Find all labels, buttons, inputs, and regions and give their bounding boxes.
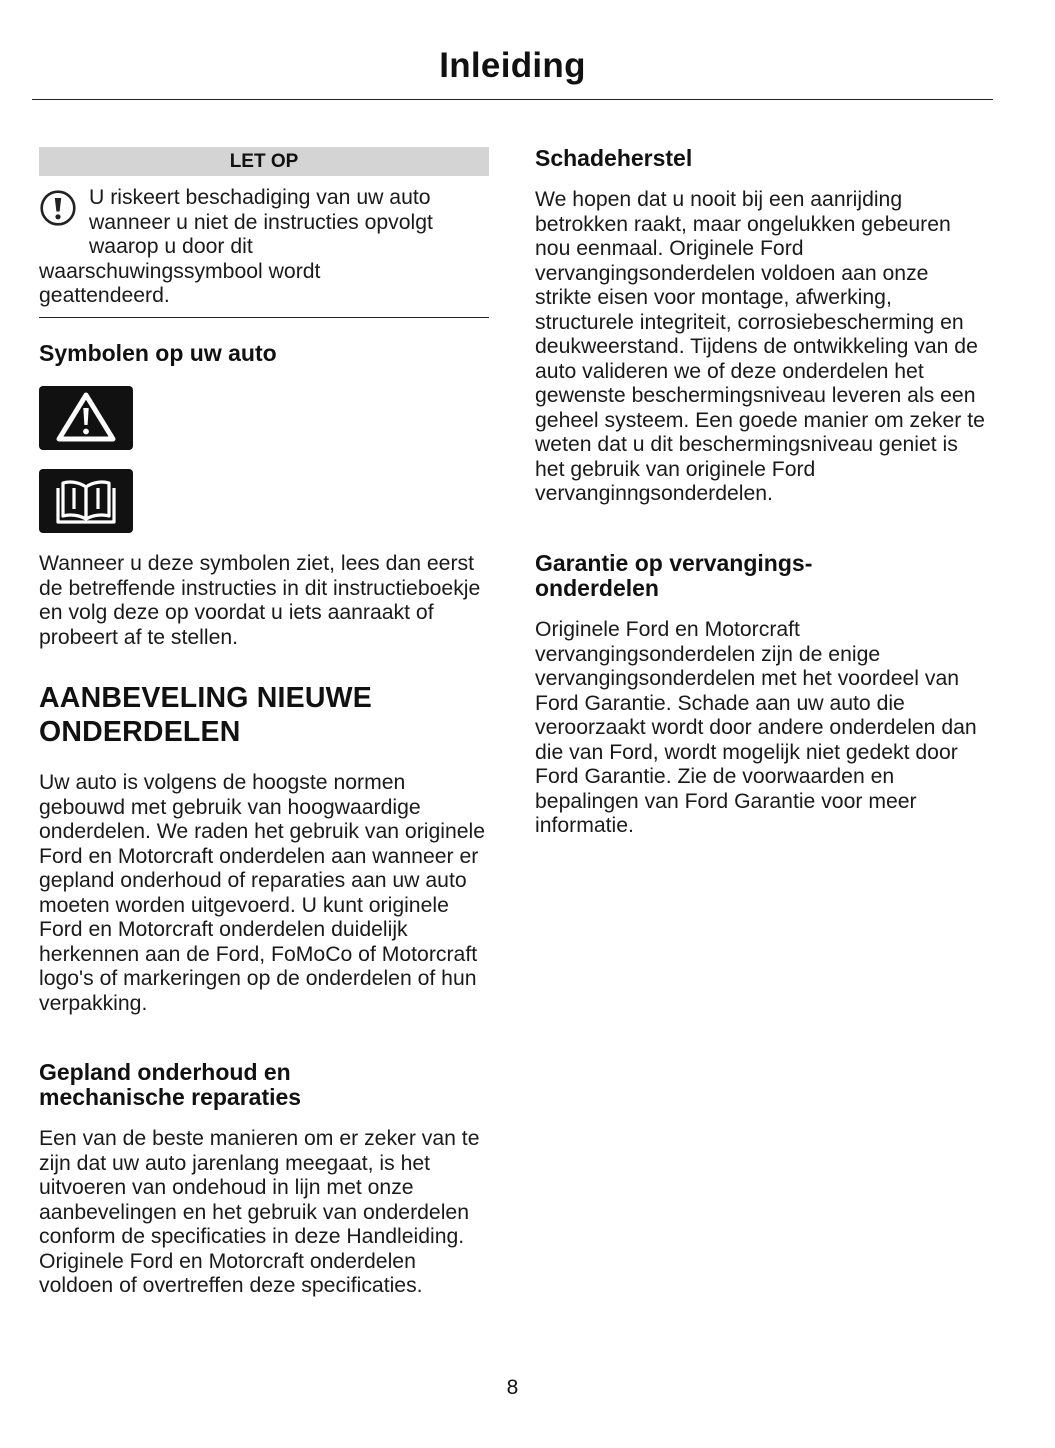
caution-text-line: waarop u door dit <box>89 235 253 258</box>
section-text: Uw auto is volgens de hoogste normen gebouwd met gebruik van hoogwaardige onderdelen. We raden het gebruik van originele Ford en Motorcraft onderdelen aan wanneer er gepland onderhoud of reparaties aan uw auto moeten worden uitgevoerd. U kunt originele Ford en Motorcraft onderdelen duidelijk herkennen aan de Ford, FoMoCo of Motorcraft logo's of markeringen op de onderdelen of hun verpakking. <box>39 771 486 1015</box>
manual-book-symbol <box>39 469 133 533</box>
warranty-heading-line: onderdelen <box>535 575 659 601</box>
open-book-icon <box>39 469 133 533</box>
exclamation-circle-icon <box>40 190 76 226</box>
page-number: 8 <box>506 1376 519 1399</box>
caution-text-line: wanneer u niet de instructies opvolgt <box>89 210 433 234</box>
warning-triangle-icon <box>39 386 133 450</box>
warning-triangle-symbol <box>39 386 133 450</box>
maintenance-heading <box>39 1060 301 1110</box>
warranty-heading <box>535 551 812 601</box>
maintenance-text: Een van de beste manieren om er zeker van te zijn dat uw auto jarenlang meegaat, is het uitvoeren van ondehoud in lijn met onze aanbevelingen en het gebruik van onderdelen conform de specificaties in deze Handleiding. Originele Ford en Motorcraft onderdelen voldoen of overtreffen deze specificaties. <box>39 1127 480 1297</box>
symbols-heading: Symbolen op uw auto <box>39 340 277 366</box>
section-heading-line: ONDERDELEN <box>39 716 241 748</box>
caution-box <box>39 147 489 318</box>
section-heading-line: AANBEVELING NIEUWE <box>39 682 372 714</box>
repair-heading: Schadeherstel <box>535 145 693 171</box>
section-heading <box>39 681 372 749</box>
maintenance-heading-line: mechanische reparaties <box>39 1084 302 1110</box>
warranty-text: Originele Ford en Motorcraft vervangingsonderdelen zijn de enige vervangingsonderdelen met het voordeel van Ford Garantie. Schade aan uw auto die veroorzaakt wordt door andere onderdelen dan die van Ford, wordt mogelijk niet gedekt door Ford Garantie. Zie de voorwaarden en bepalingen van Ford Garantie voor meer informatie. <box>535 618 977 837</box>
page-title: Inleiding <box>439 46 586 85</box>
warranty-heading-line: Garantie op vervangings- <box>535 550 813 576</box>
symbols-text: Wanneer u deze symbolen ziet, lees dan eerst de betreffende instructies in dit instructieboekje en volg deze op voordat u iets aanraakt of probeert af te stellen. <box>39 552 481 649</box>
repair-text: We hopen dat u nooit bij een aanrijding betrokken raakt, maar ongelukken gebeuren nou eenmaal. Originele Ford vervangingsonderdelen voldoen aan onze strikte eisen voor montage, afwerking, structurele integriteit, corrosiebescherming en deukweerstand. Tijdens de ontwikkeling van de auto valideren we of deze onderdelen het gewenste beschermingsniveau leveren als een geheel systeem. Een goede manier om zeker te weten dat u dit beschermingsniveau geniet is het gebruik van originele Ford vervanginngsonderdelen. <box>535 188 985 505</box>
caution-text-line: U riskeert beschadiging van uw auto <box>89 186 431 209</box>
title-divider <box>32 99 993 100</box>
caution-body <box>39 186 489 318</box>
caution-text-rest: waarschuwingssymbool wordt geattendeerd. <box>39 259 321 307</box>
maintenance-heading-line: Gepland onderhoud en <box>39 1059 291 1085</box>
caution-header: LET OP <box>39 147 489 176</box>
